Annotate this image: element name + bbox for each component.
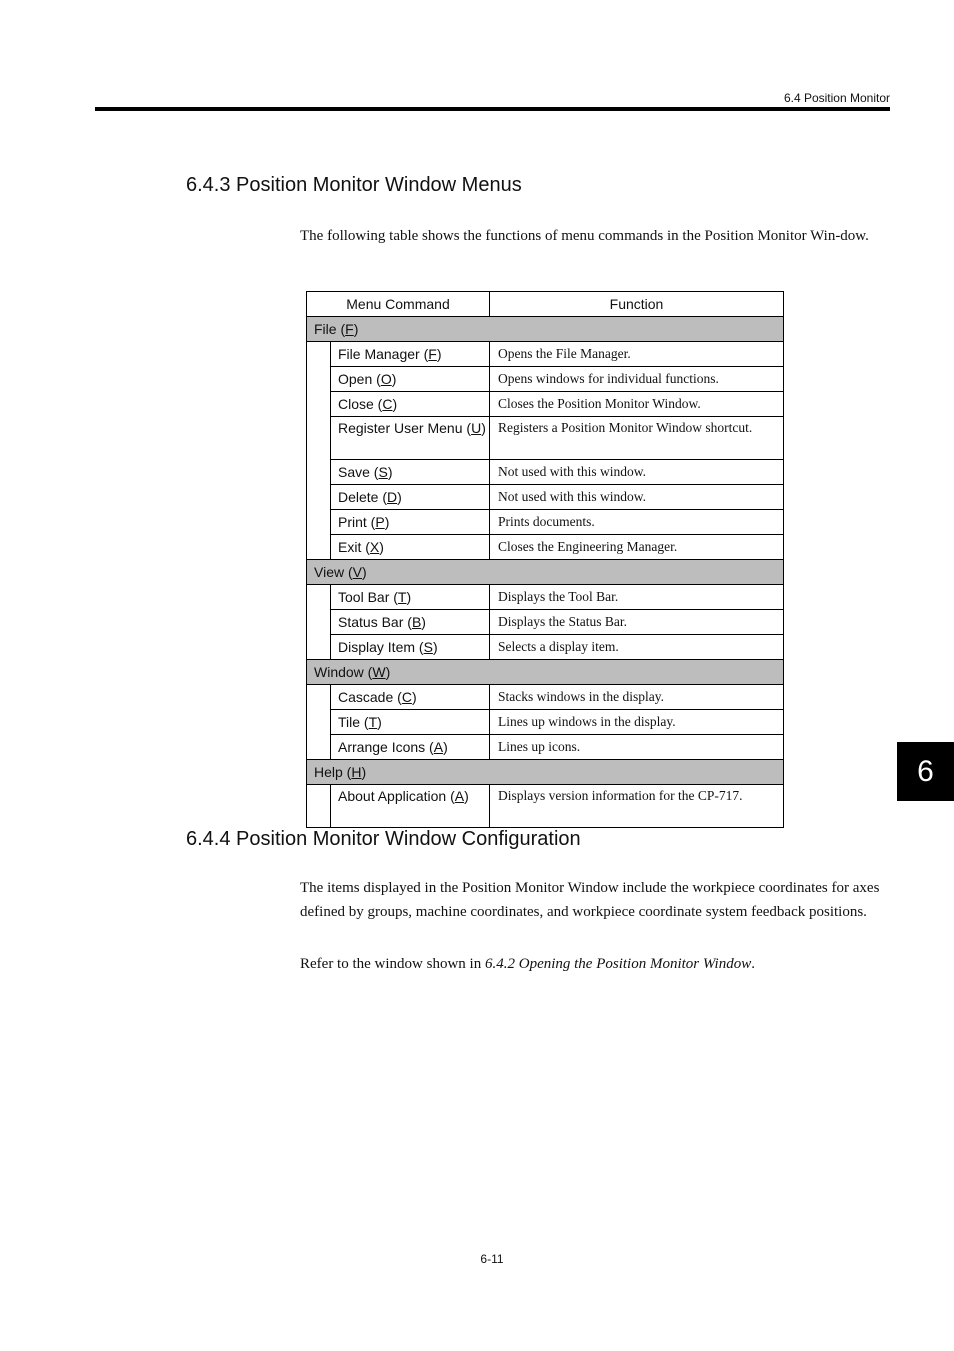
menu-command-label: Exit [338,539,362,555]
menu-command-label: Tile [338,714,361,730]
menu-command-label: Print [338,514,367,530]
shortcut-key: D [387,489,398,505]
menu-command-label: Save [338,464,370,480]
shortcut-key: A [433,739,444,755]
menu-command-cell: Save (S) [331,460,490,485]
header-rule [95,107,890,111]
cross-reference-link[interactable]: 6.4.2 Opening the Position Monitor Window [484,956,752,972]
intro-paragraph: The following table shows the functions of menu commands in the Position Monitor Win-dow. [300,228,869,244]
function-cell: Opens windows for individual functions. [490,367,784,392]
indent-spacer [307,685,331,760]
menu-group-row [307,560,784,585]
menu-group-label: File [314,321,337,337]
menu-command-cell: Print (P) [331,510,490,535]
function-cell: Displays the Tool Bar. [490,585,784,610]
menu-command-cell: File Manager (F) [331,342,490,367]
menu-command-label: Close [338,396,374,412]
function-cell: Selects a display item. [490,635,784,660]
menu-command-label: Cascade [338,689,394,705]
menu-group-label: Help [314,764,343,780]
table-row [307,785,784,828]
shortcut-key: T [368,714,378,730]
table-row [307,510,784,535]
function-cell: Lines up icons. [490,735,784,760]
shortcut-key: U [471,420,482,436]
table-row [307,460,784,485]
menu-group-row [307,660,784,685]
table-row [307,585,784,610]
header-menu-command: Menu Command [307,292,490,317]
running-header: 6.4 Position Monitor [783,91,890,105]
menu-group-row [307,317,784,342]
header-function: Function [490,292,784,317]
table-row [307,417,784,460]
shortcut-key: H [351,764,362,780]
reference-prefix: Refer to the window shown in [300,956,485,972]
function-cell: Closes the Position Monitor Window. [490,392,784,417]
menu-group-view: View (V) [307,560,784,585]
shortcut-key: O [380,371,392,387]
menu-command-cell: Tool Bar (T) [331,585,490,610]
shortcut-key: F [345,321,354,337]
indent-spacer [307,585,331,660]
menu-command-cell: Delete (D) [331,485,490,510]
shortcut-key: F [428,346,437,362]
table-row [307,635,784,660]
menu-command-cell: Tile (T) [331,710,490,735]
table-row [307,342,784,367]
shortcut-key: A [454,788,465,804]
menu-group-label: Window [314,664,364,680]
menu-group-file: File (F) [307,317,784,342]
menu-group-help: Help (H) [307,760,784,785]
function-cell: Opens the File Manager. [490,342,784,367]
menu-command-cell: Display Item (S) [331,635,490,660]
table-row [307,735,784,760]
menu-command-cell: Status Bar (B) [331,610,490,635]
shortcut-key: S [423,639,433,655]
shortcut-key: C [382,396,393,412]
menu-command-label: File Manager [338,346,420,362]
configuration-paragraph: The items displayed in the Position Monitor Window include the workpiece coordinates for axes defined by groups, machine coordinates, and workpiece coordinate system feedback positions. [300,880,880,920]
table-row [307,610,784,635]
function-cell: Stacks windows in the display. [490,685,784,710]
menu-command-label: Open [338,371,373,387]
function-cell: Displays version information for the CP-717. [490,785,784,828]
shortcut-key: P [375,514,385,530]
menu-command-label: Tool Bar [338,589,390,605]
indent-spacer [307,342,331,560]
table-row [307,535,784,560]
shortcut-key: V [352,564,362,580]
function-cell: Not used with this window. [490,460,784,485]
menu-command-cell: Open (O) [331,367,490,392]
menu-command-cell: Arrange Icons (A) [331,735,490,760]
table-row [307,367,784,392]
function-cell: Registers a Position Monitor Window shortcut. [490,417,784,460]
shortcut-key: B [411,614,422,630]
menu-command-cell: Close (C) [331,392,490,417]
menu-command-label: About Application [338,788,447,804]
shortcut-key: T [397,589,407,605]
table-row [307,710,784,735]
function-cell: Closes the Engineering Manager. [490,535,784,560]
shortcut-key: C [401,689,412,705]
menu-group-window: Window (W) [307,660,784,685]
table-header-row [307,292,784,317]
menu-command-table [306,291,784,828]
menu-command-label: Arrange Icons [338,739,426,755]
shortcut-key: X [369,539,380,555]
section-title-menus: 6.4.3 Position Monitor Window Menus [186,174,522,196]
reference-paragraph [300,953,890,975]
menu-group-label: View [314,564,345,580]
table-row [307,685,784,710]
menu-command-label: Register User Menu [338,420,463,436]
function-cell: Displays the Status Bar. [490,610,784,635]
indent-spacer [307,785,331,828]
function-cell: Not used with this window. [490,485,784,510]
table-row [307,485,784,510]
function-cell: Prints documents. [490,510,784,535]
function-cell: Lines up windows in the display. [490,710,784,735]
menu-command-label: Delete [338,489,379,505]
table-row [307,392,784,417]
menu-command-cell: Exit (X) [331,535,490,560]
menu-command-cell: Cascade (C) [331,685,490,710]
page-number: 6-11 [480,1252,504,1266]
menu-command-label: Display Item [338,639,416,655]
menu-command-cell: About Application (A) [331,785,490,828]
menu-group-row [307,760,784,785]
chapter-tab: 6 [897,742,954,801]
shortcut-key: W [372,664,386,680]
menu-command-label: Status Bar [338,614,404,630]
menu-command-cell: Register User Menu (U) [331,417,490,460]
reference-suffix: . [751,956,755,972]
shortcut-key: S [378,464,388,480]
section-title-configuration: 6.4.4 Position Monitor Window Configuration [186,828,581,850]
